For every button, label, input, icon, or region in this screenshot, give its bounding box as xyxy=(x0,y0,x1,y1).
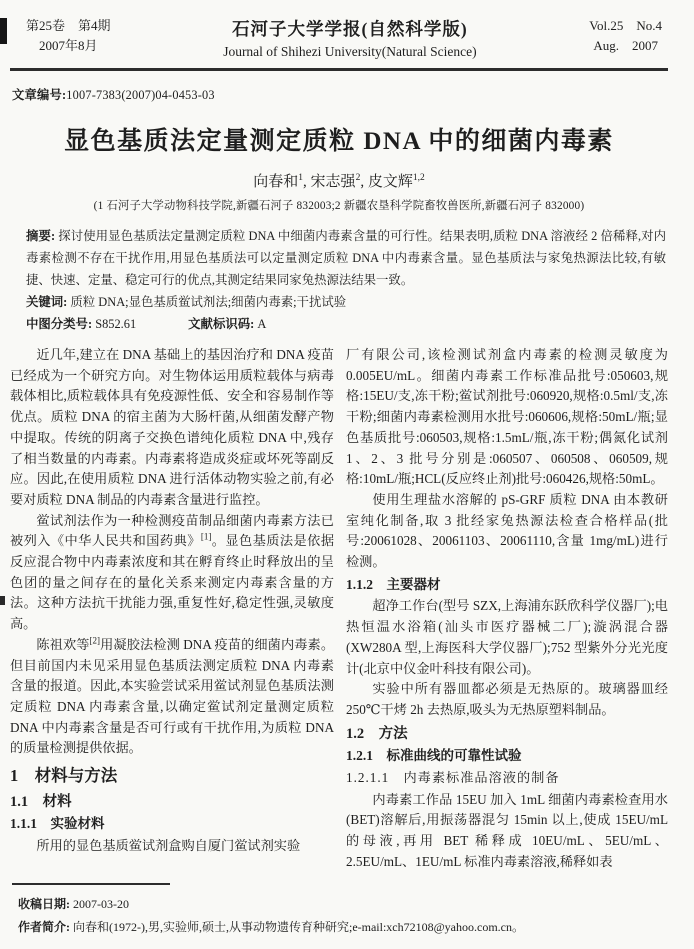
footnote-block xyxy=(10,883,668,939)
paragraph: 鲎试剂法作为一种检测疫苗制品细菌内毒素方法已被列入《中华人民共和国药典》[1]。显色基质法是依据反应混合物中内毒素浓度和其在孵育终止时释放出的呈色团的量之间存在的量化关系来测定内毒素含量的方法。这种方法抗干扰能力强,重复性好,稳定性强,灵敏度高。 xyxy=(10,512,335,632)
paragraph: 超净工作台(型号 SZX,上海浦东跃欣科学仪器厂);电热恒温水浴箱(汕头市医疗器械二厂);漩涡混合器(XW280A 型,上海医科大学仪器厂);752 型紫外分光光度计(北京中仪金叶科技有限公司)。 xyxy=(346,598,668,676)
section-heading-1-1-2: 1.1.2 主要器材 xyxy=(346,576,441,592)
section-heading-1-2-1-1: 1.2.1.1 内毒素标准品溶液的制备 xyxy=(346,770,560,786)
journal-title-en: Journal of Shihezi University(Natural Science) xyxy=(223,44,477,59)
authors-line xyxy=(10,170,668,191)
clc-label: 中图分类号: xyxy=(26,317,93,331)
left-column xyxy=(10,345,334,873)
received-date-value: 2007-03-20 xyxy=(73,897,129,911)
author-separator: , xyxy=(360,174,368,190)
author-separator: , xyxy=(303,174,311,190)
scan-artifact xyxy=(0,596,5,605)
body-columns xyxy=(10,345,668,873)
abstract-text: 探讨使用显色基质法定量测定质粒 DNA 中细菌内毒素含量的可行性。结果表明,质粒 DNA 溶液经 2 倍稀释,对内毒素检测不存在干扰作用,用显色基质法可以定量测定质粒 DNA 中内毒素含量。显色基质法与家兔热源法比较,有敏捷、快速、定量、稳定可行的优点,其测定结果同家兔热源法结果一致。 xyxy=(26,229,666,287)
section-heading-1-1: 1.1 材料 xyxy=(10,793,72,810)
paragraph: 实验中所有器皿都必须是无热原的。玻璃器皿经 250℃干烤 2h 去热原,吸头为无热原塑料制品。 xyxy=(346,681,668,717)
volume-issue-cn: 第25卷 第4期 xyxy=(26,18,111,33)
masthead-right xyxy=(589,16,662,56)
author-name: 向春和$^1$ xyxy=(253,173,304,190)
received-date-line xyxy=(10,893,668,916)
article-number-value: 1007-7383(2007)04-0453-03 xyxy=(66,88,215,102)
paragraph: 内毒素工作品 15EU 加入 1mL 细菌内毒素检查用水(BET)溶解后,用振荡器混匀 15min 以上,使成 15EU/mL 的母液,再用 BET 稀释成 10EU/mL、5EU/mL、2.5EU/mL、1EU/mL 标准内毒素溶液,稀释如表 xyxy=(346,791,668,869)
abstract xyxy=(26,225,666,291)
date-en: Aug. 2007 xyxy=(593,38,658,53)
author-affiliation-sup: 1,2 xyxy=(412,173,425,183)
author-name: 宋志强$^2$ xyxy=(310,173,361,190)
received-date-label: 收稿日期: xyxy=(18,897,70,911)
right-column xyxy=(346,345,668,873)
author-name: 皮文辉$^{1,2}$ xyxy=(367,173,425,190)
author-bio-value: 向春和(1972-),男,实验师,硕士,从事动物遗传育种研究;e-mail:xch72108@yahoo.com.cn。 xyxy=(73,920,524,934)
journal-title-cn: 石河子大学学报(自然科学版) xyxy=(232,19,468,39)
article-number xyxy=(12,85,668,103)
author-bio-line xyxy=(10,916,668,939)
paragraph: 所用的显色基质鲎试剂盒购自厦门鲎试剂实验 xyxy=(36,838,301,854)
masthead-rule xyxy=(10,68,668,71)
section-heading-1-1-1: 1.1.1 实验材料 xyxy=(10,816,105,832)
paragraph-continuation: 厂有限公司,该检测试剂盒内毒素的检测灵敏度为 0.005EU/mL。细菌内毒素工作标准品批号:050603,规格:15EU/支,冻干粉;鲎试剂批号:060920,规格:0.5ml/支,冻干粉;细菌内毒素检测用水批号:060606,规格:50mL/瓶;显色基质批号:060503,规格:1.5mL/瓶,冻干粉;偶氮化试剂 1、2、3 批号分别是:060507、060508、060509,规格:10mL/瓶;HCL(反应终止剂)批号:060426,规格:50mL。 xyxy=(346,347,668,487)
classification-line xyxy=(26,313,666,335)
section-heading-1-2: 1.2 方法 xyxy=(346,725,408,742)
paragraph: 陈祖欢等[2]用凝胶法检测 DNA 疫苗的细菌内毒素。但目前国内未见采用显色基质法测定质粒 DNA 内毒素含量的报道。因此,本实验尝试采用鲎试剂显色基质法测定质粒 DNA 内毒素含量,以确定鲎试剂定量测定质粒 DNA 中内毒素含量是否可行或有干扰作用,为质粒 DNA 的质量检测提供依据。 xyxy=(10,635,335,756)
scan-artifact xyxy=(0,18,7,44)
paragraph: 近几年,建立在 DNA 基础上的基因治疗和 DNA 疫苗已经成为一个研究方向。对生物体运用质粒载体与病毒载体相比,质粒载体具有免疫源性低、安全和容易制作等优点。质粒 DNA 的宿主菌为大肠杆菌,从细菌发酵产物中提取。传统的阴离子交换色谱纯化质粒 DNA 中,残存了相当数量的内毒素。内毒素将造成炎症或坏死等副反应。因此,在使用质粒 DNA 进行活体动物实验之前,有必要对质粒 DNA 制品的内毒素含量进行监控。 xyxy=(10,347,334,507)
volume-no-en: Vol.25 No.4 xyxy=(589,18,662,33)
paragraph: 使用生理盐水溶解的 pS-GRF 质粒 DNA 由本教研室纯化制备,取 3 批经家兔热源法检查合格样品(批号:20061028、20061103、20061110,含量 1mg/mL)进行检测。 xyxy=(346,491,668,570)
article-number-label: 文章编号: xyxy=(12,88,67,102)
citation-ref: [1] xyxy=(200,531,212,542)
date-cn: 2007年8月 xyxy=(39,38,98,53)
author-affiliation-sup: 2 xyxy=(355,173,361,183)
journal-masthead xyxy=(10,16,668,60)
masthead-center xyxy=(111,16,590,60)
keywords xyxy=(26,291,666,313)
citation-ref: [2] xyxy=(89,635,101,646)
masthead-left xyxy=(26,16,111,56)
keywords-text: 质粒 DNA;显色基质鲎试剂法;细菌内毒素;干扰试验 xyxy=(70,295,347,309)
author-affiliation-sup: 1 xyxy=(298,173,304,183)
section-heading-1-2-1: 1.2.1 标准曲线的可靠性试验 xyxy=(346,748,522,764)
footnote-rule xyxy=(12,883,170,885)
abstract-label: 摘要: xyxy=(26,229,56,243)
keywords-label: 关键词: xyxy=(26,295,68,309)
affiliation-line: (1 石河子大学动物科技学院,新疆石河子 832003;2 新疆农垦科学院畜牧兽医所,新疆石河子 832000) xyxy=(93,200,585,212)
abstract-block xyxy=(26,225,666,335)
section-heading-1: 1 材料与方法 xyxy=(10,766,118,786)
doc-code-label: 文献标识码: xyxy=(188,317,255,331)
doc-code-value: A xyxy=(257,317,267,331)
author-bio-label: 作者简介: xyxy=(18,920,70,934)
paper-title: 显色基质法定量测定质粒 DNA 中的细菌内毒素 xyxy=(64,128,614,155)
clc-value: S852.61 xyxy=(95,317,137,331)
